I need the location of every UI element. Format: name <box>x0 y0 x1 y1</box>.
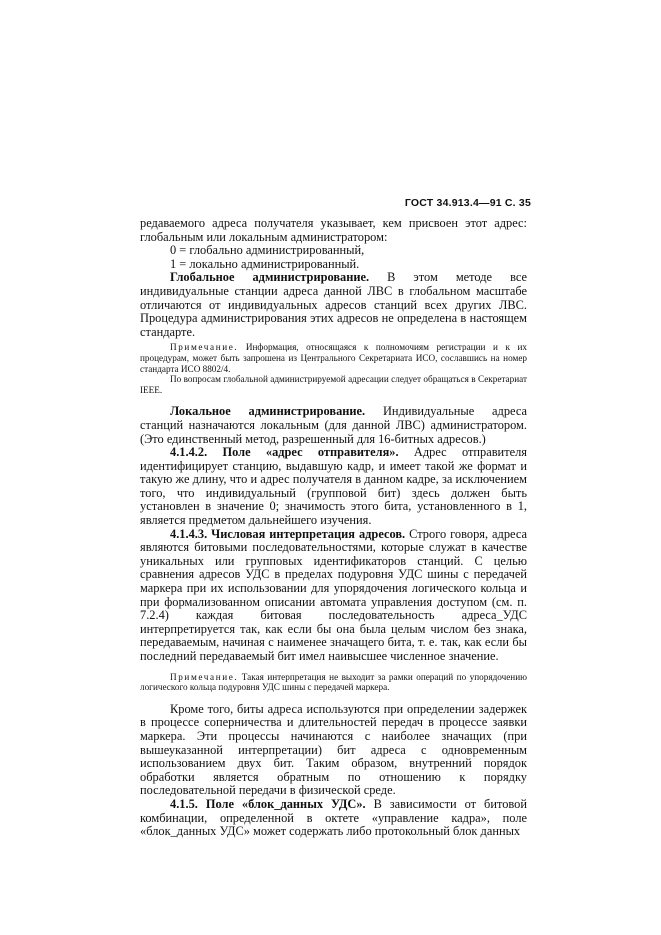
section-4143-heading: 4.1.4.3. Числовая интерпретация адресов. <box>170 526 406 541</box>
note-1-text: Информация, относящаяся к полномочиям регистрации и к их процедурам, может быть запрошена из Центрального Секретариата ИСО, сославшись на номер стандарта ИСО 8802/4. <box>140 342 527 374</box>
bits-paragraph: Кроме того, биты адреса используются при определении задержек в процессе соперничества и длительностей передач в процессе заявки маркера. Эти процессы начинаются с наиболее значащих (при вышеуказанной интерпретации) бит адреса с одновременным использованием двух бит. Таким образом, внутренний порядок обработки является обратным по отношению к порядку последовательной передачи в физической среде. <box>140 701 527 798</box>
local-admin-text: Индивидуальные адреса станций назначаются локальным (для данной ЛВС) администратором. (Это единственный метод, разрешенный для 16-битных адресов.) <box>140 404 527 446</box>
local-admin-paragraph <box>140 405 527 446</box>
section-4143-text: Строго говоря, адреса являются битовыми последовательностями, которые служат в качестве уникальных или групповых идентификаторов станций. С целью сравнения адресов УДС в пределах подуровня УДС шины с передачей маркера при их использовании для упорядочения логического кольца и при формализованном описании автомата управления доступом (см. п. 7.2.4) каждая битовая последовательность адреса_УДС интерпретируется так, как если бы она была целым числом без знака, передаваемым, начиная с наименее значащего бита, т. е. так, как если бы последний передаваемый бит имел наивысшее численное значение. <box>140 526 527 663</box>
page-body <box>140 217 527 839</box>
note-2-label: Примечание. <box>170 671 239 682</box>
note-1-paragraph <box>140 342 527 374</box>
section-415-text: В зависимости от битовой комбинации, определенной в октете «управление кадра», поле «блок_данных УДС» может содержать либо протокольный блок данных <box>140 796 527 839</box>
global-admin-heading: Глобальное администрирование. <box>170 270 370 285</box>
note-2-paragraph <box>140 672 527 693</box>
running-header: ГОСТ 34.913.4—91 С. 35 <box>404 197 531 209</box>
note-1-paragraph-2: По вопросам глобальной администрируемой адресации следует обращаться в Секретариат IEEE. <box>140 374 527 395</box>
section-4142-paragraph <box>140 446 527 528</box>
list-item-global: 0 = глобально администрированный, <box>170 243 365 258</box>
intro-paragraph: редаваемого адреса получателя указывает, кем присвоен этот адрес: глобальным или локальным администратором: <box>140 216 527 244</box>
section-4142-text: Адрес отправителя идентифицирует станцию, выдавшую кадр, и имеет такой же формат и такую же длину, что и адрес получателя в данном кадре, за исключением того, что индивидуальный (групповой бит) здесь должен быть установлен в значение 0; значимость этого бита, установленного в 1, является предметом дальнейшего изучения. <box>140 445 527 528</box>
global-admin-paragraph <box>140 271 527 339</box>
local-admin-heading: Локальное администрирование. <box>170 404 366 419</box>
section-4142-heading: 4.1.4.2. Поле «адрес отправителя». <box>170 445 399 460</box>
note-1-label: Примечание. <box>170 342 239 353</box>
section-415-heading: 4.1.5. Поле «блок_данных УДС». <box>170 796 366 811</box>
section-4143-paragraph <box>140 528 527 664</box>
global-admin-text: В этом методе все индивидуальные станции адреса данной ЛВС в глобальном масштабе отличаются от индивидуальных адресов станций всех других ЛВС. Процедура администрирования этих адресов не определена в настоящем стандарте. <box>140 270 527 339</box>
list-item-local: 1 = локально администрированный. <box>170 256 360 271</box>
section-415-paragraph <box>140 798 527 839</box>
note-2-text: Такая интерпретация не выходит за рамки операций по упорядочению логического кольца подуровня УДС шины с передачей маркера. <box>140 671 527 693</box>
